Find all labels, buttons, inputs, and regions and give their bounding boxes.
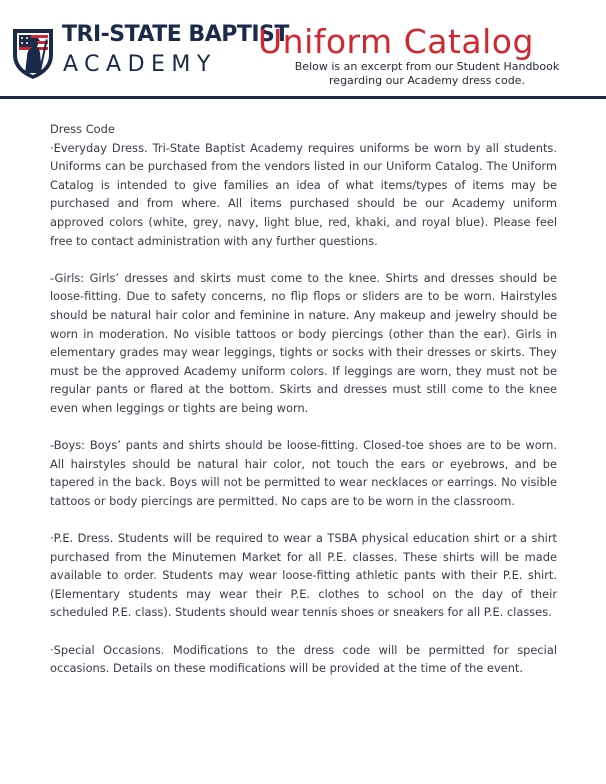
school-name-line1: TRI-STATE BAPTIST	[62, 22, 289, 47]
header-divider	[0, 96, 606, 99]
paragraph-boys: -Boys: Boys’ pants and shirts should be loose-fitting. Closed-toe shoes are to be worn. All hairstyles should be natural hair color, not touch the ears or eyebrows, and be tapered in the back. Boys will not be permitted to wear necklaces or earrings. No visible tattoos or body piercings are permitted. No caps are to be worn in the classroom.	[50, 438, 557, 508]
minuteman-shield-icon	[9, 25, 57, 81]
paragraph-special-occasions: ·Special Occasions. Modifications to the dress code will be permitted for special occasions. Details on these modifications will be provided at the time of the event.	[50, 642, 557, 676]
page-title: Uniform Catalog	[258, 22, 534, 61]
page-subtitle: Below is an excerpt from our Student Handbook regarding our Academy dress code.	[294, 60, 560, 87]
dress-code-section	[50, 120, 557, 696]
page-header	[0, 0, 606, 98]
paragraph-pe-dress: ·P.E. Dress. Students will be required to wear a TSBA physical education shirt or a shirt purchased from the Minutemen Market for all P.E. classes. These shirts will be made available to order. Students may wear loose-fitting athletic pants with their P.E. shirt. (Elementary students may wear their P.E. clothes to school on the day of their scheduled P.E. class). Students should wear tennis shoes or sneakers for all P.E. classes.	[50, 531, 557, 620]
paragraph-everyday-dress: ·Everyday Dress. Tri-State Baptist Academy requires uniforms be worn by all students. Uniforms can be purchased from the vendors listed in our Uniform Catalog. The Uniform Catalog is intended to give families an idea of what items/types of items may be purchased and from where. All items purchased should be our Academy uniform approved colors (white, grey, navy, light blue, red, khaki, and royal blue). Please feel free to contact administration with any further questions.	[50, 140, 557, 248]
paragraph-girls: -Girls: Girls’ dresses and skirts must come to the knee. Shirts and dresses should be loose-fitting. Due to safety concerns, no flip flops or sliders are to be worn. Hairstyles should be natural hair color and feminine in nature. Any makeup and jewelry should be worn in moderation. No visible tattoos or body piercings (other than the ear). Girls in elementary grades may wear leggings, tights or socks with their dresses or skirts. They must be the approved Academy uniform colors. If leggings are worn, they must not be regular pants or flared at the bottom. Skirts and dresses must still come to the knee even when leggings or tights are being worn.	[50, 270, 557, 415]
section-heading: Dress Code	[50, 122, 115, 136]
school-name-line2: ACADEMY	[63, 52, 217, 77]
